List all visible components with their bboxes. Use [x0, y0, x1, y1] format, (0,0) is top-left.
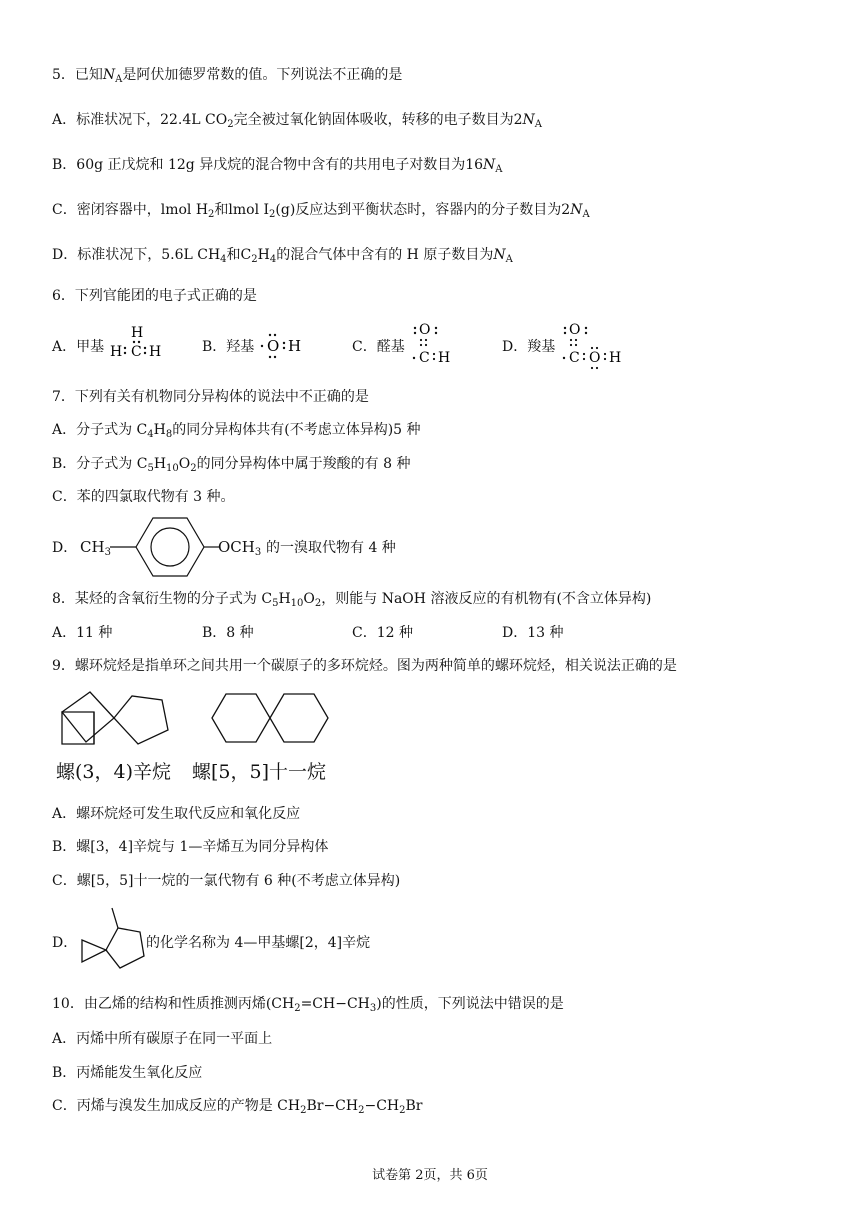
cyclohexane-left — [212, 694, 270, 742]
q8-option-d[interactable]: D．13 种 — [502, 625, 564, 641]
q10-stem: 10．由乙烯的结构和性质推测丙烯$(CH_2=CH-CH_3)$的性质，下列说法中错误的是 — [52, 996, 564, 1014]
atom-o-right: O — [589, 350, 601, 366]
atom-h-top: H — [131, 325, 144, 341]
q9-option-a[interactable]: A．螺环烷烃可发生取代反应和氧化反应 — [52, 806, 301, 822]
methyl-group-label: $CH_3$ — [80, 538, 111, 558]
aldehyde-electron-formula — [408, 318, 458, 366]
q5-option-d[interactable]: D．标准状况下，5.6L $CH_4$和$C_2H_4$的混合气体中含有的 H 原子数目为$N_A$ — [52, 247, 513, 265]
atom-h-right: H — [149, 344, 162, 360]
q9-option-d-prefix[interactable]: D． — [52, 935, 78, 951]
q6-option-c[interactable]: C．醛基 — [352, 339, 405, 355]
q7-option-c[interactable]: C．苯的四氯取代物有 3 种。 — [52, 489, 235, 505]
q9-option-b[interactable]: B．螺[3，4]辛烷与 1—辛烯互为同分异构体 — [52, 839, 329, 855]
methyl-electron-formula — [106, 322, 166, 366]
atom-h: H — [609, 350, 622, 366]
q5-option-c[interactable]: C．密闭容器中，lmol $H_2$和lmol $I_2(g)$反应达到平衡状态时，容器内的分子数目为$2N_A$ — [52, 202, 590, 220]
methoxy-group-label: $OCH_3$ — [218, 538, 262, 558]
hydroxyl-electron-formula — [258, 326, 308, 362]
atom-o: O — [419, 322, 431, 338]
q8-option-a[interactable]: A．11 种 — [52, 625, 113, 641]
q7-option-d-prefix[interactable]: D． — [52, 540, 78, 556]
atom-h: H — [438, 350, 451, 366]
spiro-3-4-caption: 螺(3，4)辛烷 — [56, 761, 172, 783]
atom-c: C — [569, 350, 580, 366]
q6-option-b[interactable]: B．羟基 — [202, 339, 255, 355]
q5-stem: 5．已知$N_A$是阿伏加德罗常数的值。下列说法不正确的是 — [52, 67, 403, 85]
cyclohexane-right — [270, 694, 328, 742]
para-methylanisole-structure — [110, 510, 220, 584]
q8-stem: 8．某烃的含氧衍生物的分子式为 $C_5H_{10}O_2$，则能与 NaOH 溶液反应的有机物有(不含立体异构) — [52, 591, 652, 609]
q8-option-b[interactable]: B．8 种 — [202, 625, 254, 641]
atom-h-left: H — [110, 344, 123, 360]
q9-stem: 9．螺环烷烃是指单环之间共用一个碳原子的多环烷烃。图为两种简单的螺环烷烃，相关说法正确的是 — [52, 658, 677, 674]
q10-option-b[interactable]: B．丙烯能发生氧化反应 — [52, 1065, 203, 1081]
atom-o: O — [267, 337, 280, 355]
carboxyl-electron-formula — [559, 318, 627, 372]
q6-stem: 6．下列官能团的电子式正确的是 — [52, 288, 257, 304]
atom-c: C — [131, 344, 142, 360]
spiro-5-5-caption: 螺[5，5]十一烷 — [192, 761, 327, 783]
q7-option-d-text: 的一溴取代物有 4 种 — [266, 540, 396, 556]
atom-c: C — [419, 350, 430, 366]
q7-option-b[interactable]: B．分子式为 $C_5H_{10}O_2$的同分异构体中属于羧酸的有 8 种 — [52, 456, 411, 474]
atom-o-top: O — [569, 322, 581, 338]
q10-option-c[interactable]: C．丙烯与溴发生加成反应的产物是 $CH_2Br-CH_2-CH_2Br$ — [52, 1098, 423, 1116]
q9-option-d-text: 的化学名称为 4—甲基螺[2，4]辛烷 — [146, 935, 371, 951]
page-footer: 试卷第 2页，共 6页 — [372, 1168, 488, 1183]
q7-stem: 7．下列有关有机物同分异构体的说法中不正确的是 — [52, 389, 369, 405]
q8-option-c[interactable]: C．12 种 — [352, 625, 413, 641]
q10-option-a[interactable]: A．丙烯中所有碳原子在同一平面上 — [52, 1031, 273, 1047]
q6-option-a[interactable]: A．甲基 — [52, 339, 105, 355]
q5-option-a[interactable]: A．标准状况下，22.4L $CO_2$完全被过氧化钠固体吸收，转移的电子数目为$2N_A$ — [52, 112, 542, 130]
q7-option-a[interactable]: A．分子式为 $C_4H_8$的同分异构体共有(不考虑立体异构)5 种 — [52, 422, 421, 440]
atom-h: H — [288, 337, 302, 355]
q9-option-c[interactable]: C．螺[5，5]十一烷的一氯代物有 6 种(不考虑立体异构) — [52, 873, 401, 889]
q5-option-b[interactable]: B．60g 正戊烷和 12g 异戊烷的混合物中含有的共用电子对数目为$16N_A$ — [52, 157, 503, 175]
methyl-spiro-structure — [78, 904, 146, 970]
spiro-final — [52, 688, 342, 754]
q6-option-d[interactable]: D．羧基 — [502, 339, 556, 355]
